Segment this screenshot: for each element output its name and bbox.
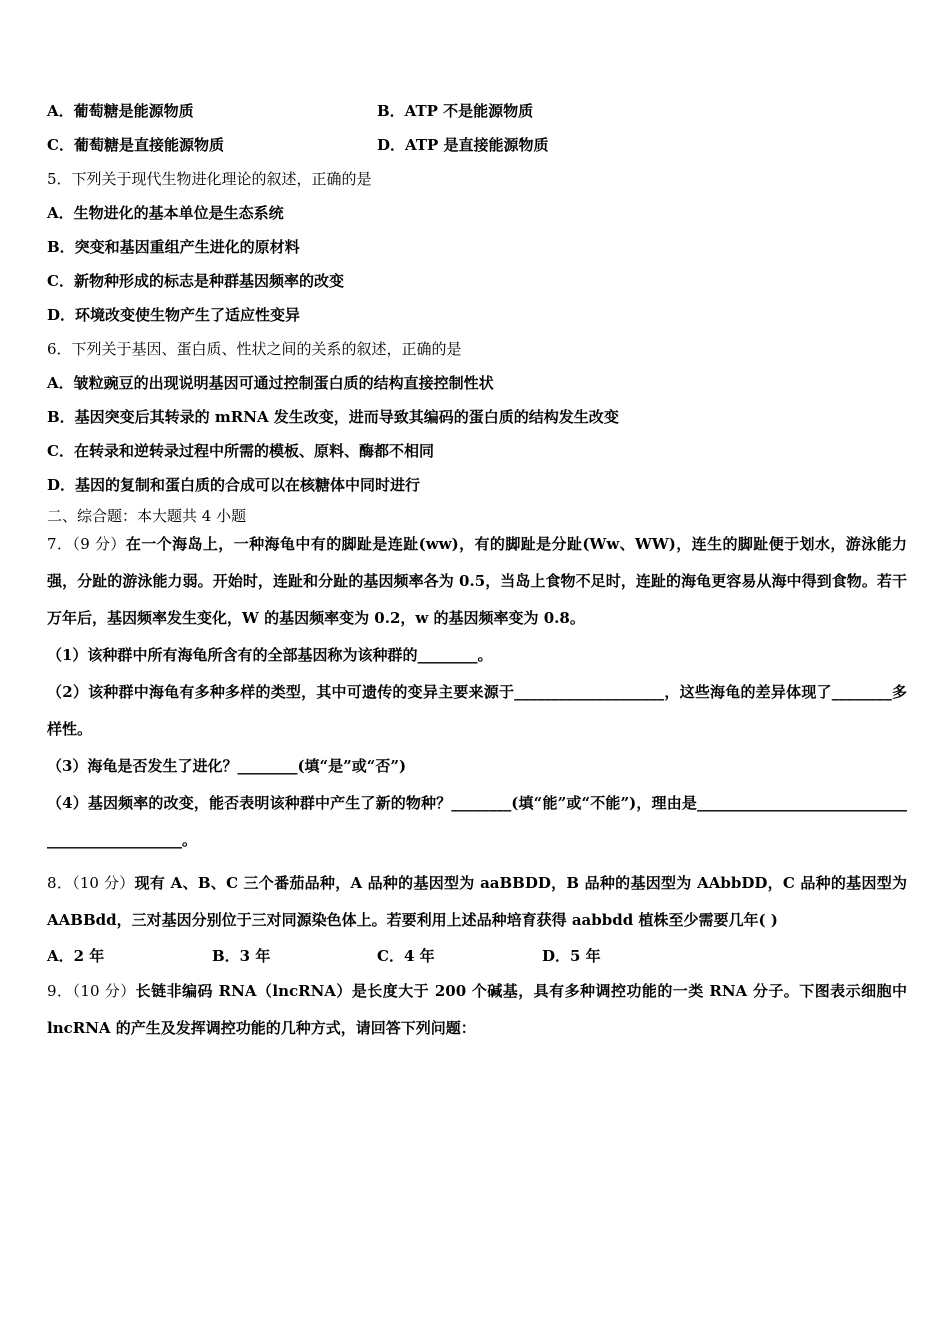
q7-body — [47, 526, 907, 637]
q7-text: 在一个海岛上，一种海龟中有的脚趾是连趾(ww)，有的脚趾是分趾(Ww、WW)，连生的脚趾便于划水，游泳能力强，分趾的游泳能力弱。开始时，连趾和分趾的基因频率各为 0.5，当岛上食物不足时，连趾的海龟更容易从海中得到食物。若干万年后，基因频率发生变化，W 的基因频率变为 0.2，w 的基因频率变为 0.8。 — [47, 535, 908, 627]
q5-option-d: D．环境改变使生物产生了适应性变异 — [47, 306, 301, 324]
q8-option-c: C．4 年 — [377, 947, 435, 965]
q8-body — [47, 865, 907, 939]
q7-sub2: （2）该种群中海龟有多种多样的类型，其中可遗传的变异主要来源于____________________，这些海龟的差异体现了________多样性。 — [47, 683, 907, 738]
exam-page — [47, 94, 907, 1047]
q4-option-c: C．葡萄糖是直接能源物质 — [47, 136, 224, 154]
q9-text: 长链非编码 RNA（lncRNA）是长度大于 200 个碱基，具有多种调控功能的一类 RNA 分子。下图表示细胞中 lncRNA 的产生及发挥调控功能的几种方式，请回答下列问题： — [47, 982, 908, 1037]
q7-sub4: （4）基因频率的改变，能否表明该种群中产生了新的物种？________(填“能”或“不能”)，理由是______________________________________________。 — [47, 794, 907, 849]
q5-option-c: C．新物种形成的标志是种群基因频率的改变 — [47, 272, 344, 290]
q8-options — [47, 939, 907, 973]
q5-stem: 5．下列关于现代生物进化理论的叙述，正确的是 — [47, 170, 372, 188]
q6-stem: 6．下列关于基因、蛋白质、性状之间的关系的叙述，正确的是 — [47, 340, 462, 358]
q6-option-a: A．皱粒豌豆的出现说明基因可通过控制蛋白质的结构直接控制性状 — [47, 374, 494, 392]
q9-number: 9． — [47, 982, 73, 1000]
q5-option-a: A．生物进化的基本单位是生态系统 — [47, 204, 284, 222]
q4-options-row-1 — [47, 94, 907, 128]
q7-sub3: （3）海龟是否发生了进化？________(填“是”或“否”) — [47, 757, 407, 775]
section-heading: 二、综合题：本大题共 4 小题 — [47, 507, 247, 525]
q8-score: （10 分） — [72, 874, 135, 892]
q6-option-b: B．基因突变后其转录的 mRNA 发生改变，进而导致其编码的蛋白质的结构发生改变 — [47, 408, 619, 426]
q6-option-c: C．在转录和逆转录过程中所需的模板、原料、酶都不相同 — [47, 442, 434, 460]
q8-option-d: D．5 年 — [542, 947, 601, 965]
q4-option-d: D．ATP 是直接能源物质 — [377, 136, 549, 154]
q9-score: （10 分） — [72, 982, 136, 1000]
q7-number: 7． — [47, 535, 73, 553]
q8-option-b: B．3 年 — [212, 947, 271, 965]
q9-body — [47, 973, 907, 1047]
q4-options-row-2 — [47, 128, 907, 162]
q5-option-b: B．突变和基因重组产生进化的原材料 — [47, 238, 300, 256]
q8-option-a: A．2 年 — [47, 947, 105, 965]
q7-score: （9 分） — [72, 535, 126, 553]
q8-text: 现有 A、B、C 三个番茄品种，A 品种的基因型为 aaBBDD，B 品种的基因型为 AAbbDD，C 品种的基因型为 AABBdd，三对基因分别位于三对同源染色体上。若要利用上述品种培育获得 aabbdd 植株至少需要几年( ) — [47, 874, 908, 929]
q6-option-d: D．基因的复制和蛋白质的合成可以在核糖体中同时进行 — [47, 476, 421, 494]
q8-number: 8． — [47, 874, 73, 892]
q7-sub1: （1）该种群中所有海龟所含有的全部基因称为该种群的________。 — [47, 646, 493, 664]
q4-option-a: A．葡萄糖是能源物质 — [47, 102, 194, 120]
q4-option-b: B．ATP 不是能源物质 — [377, 102, 534, 120]
